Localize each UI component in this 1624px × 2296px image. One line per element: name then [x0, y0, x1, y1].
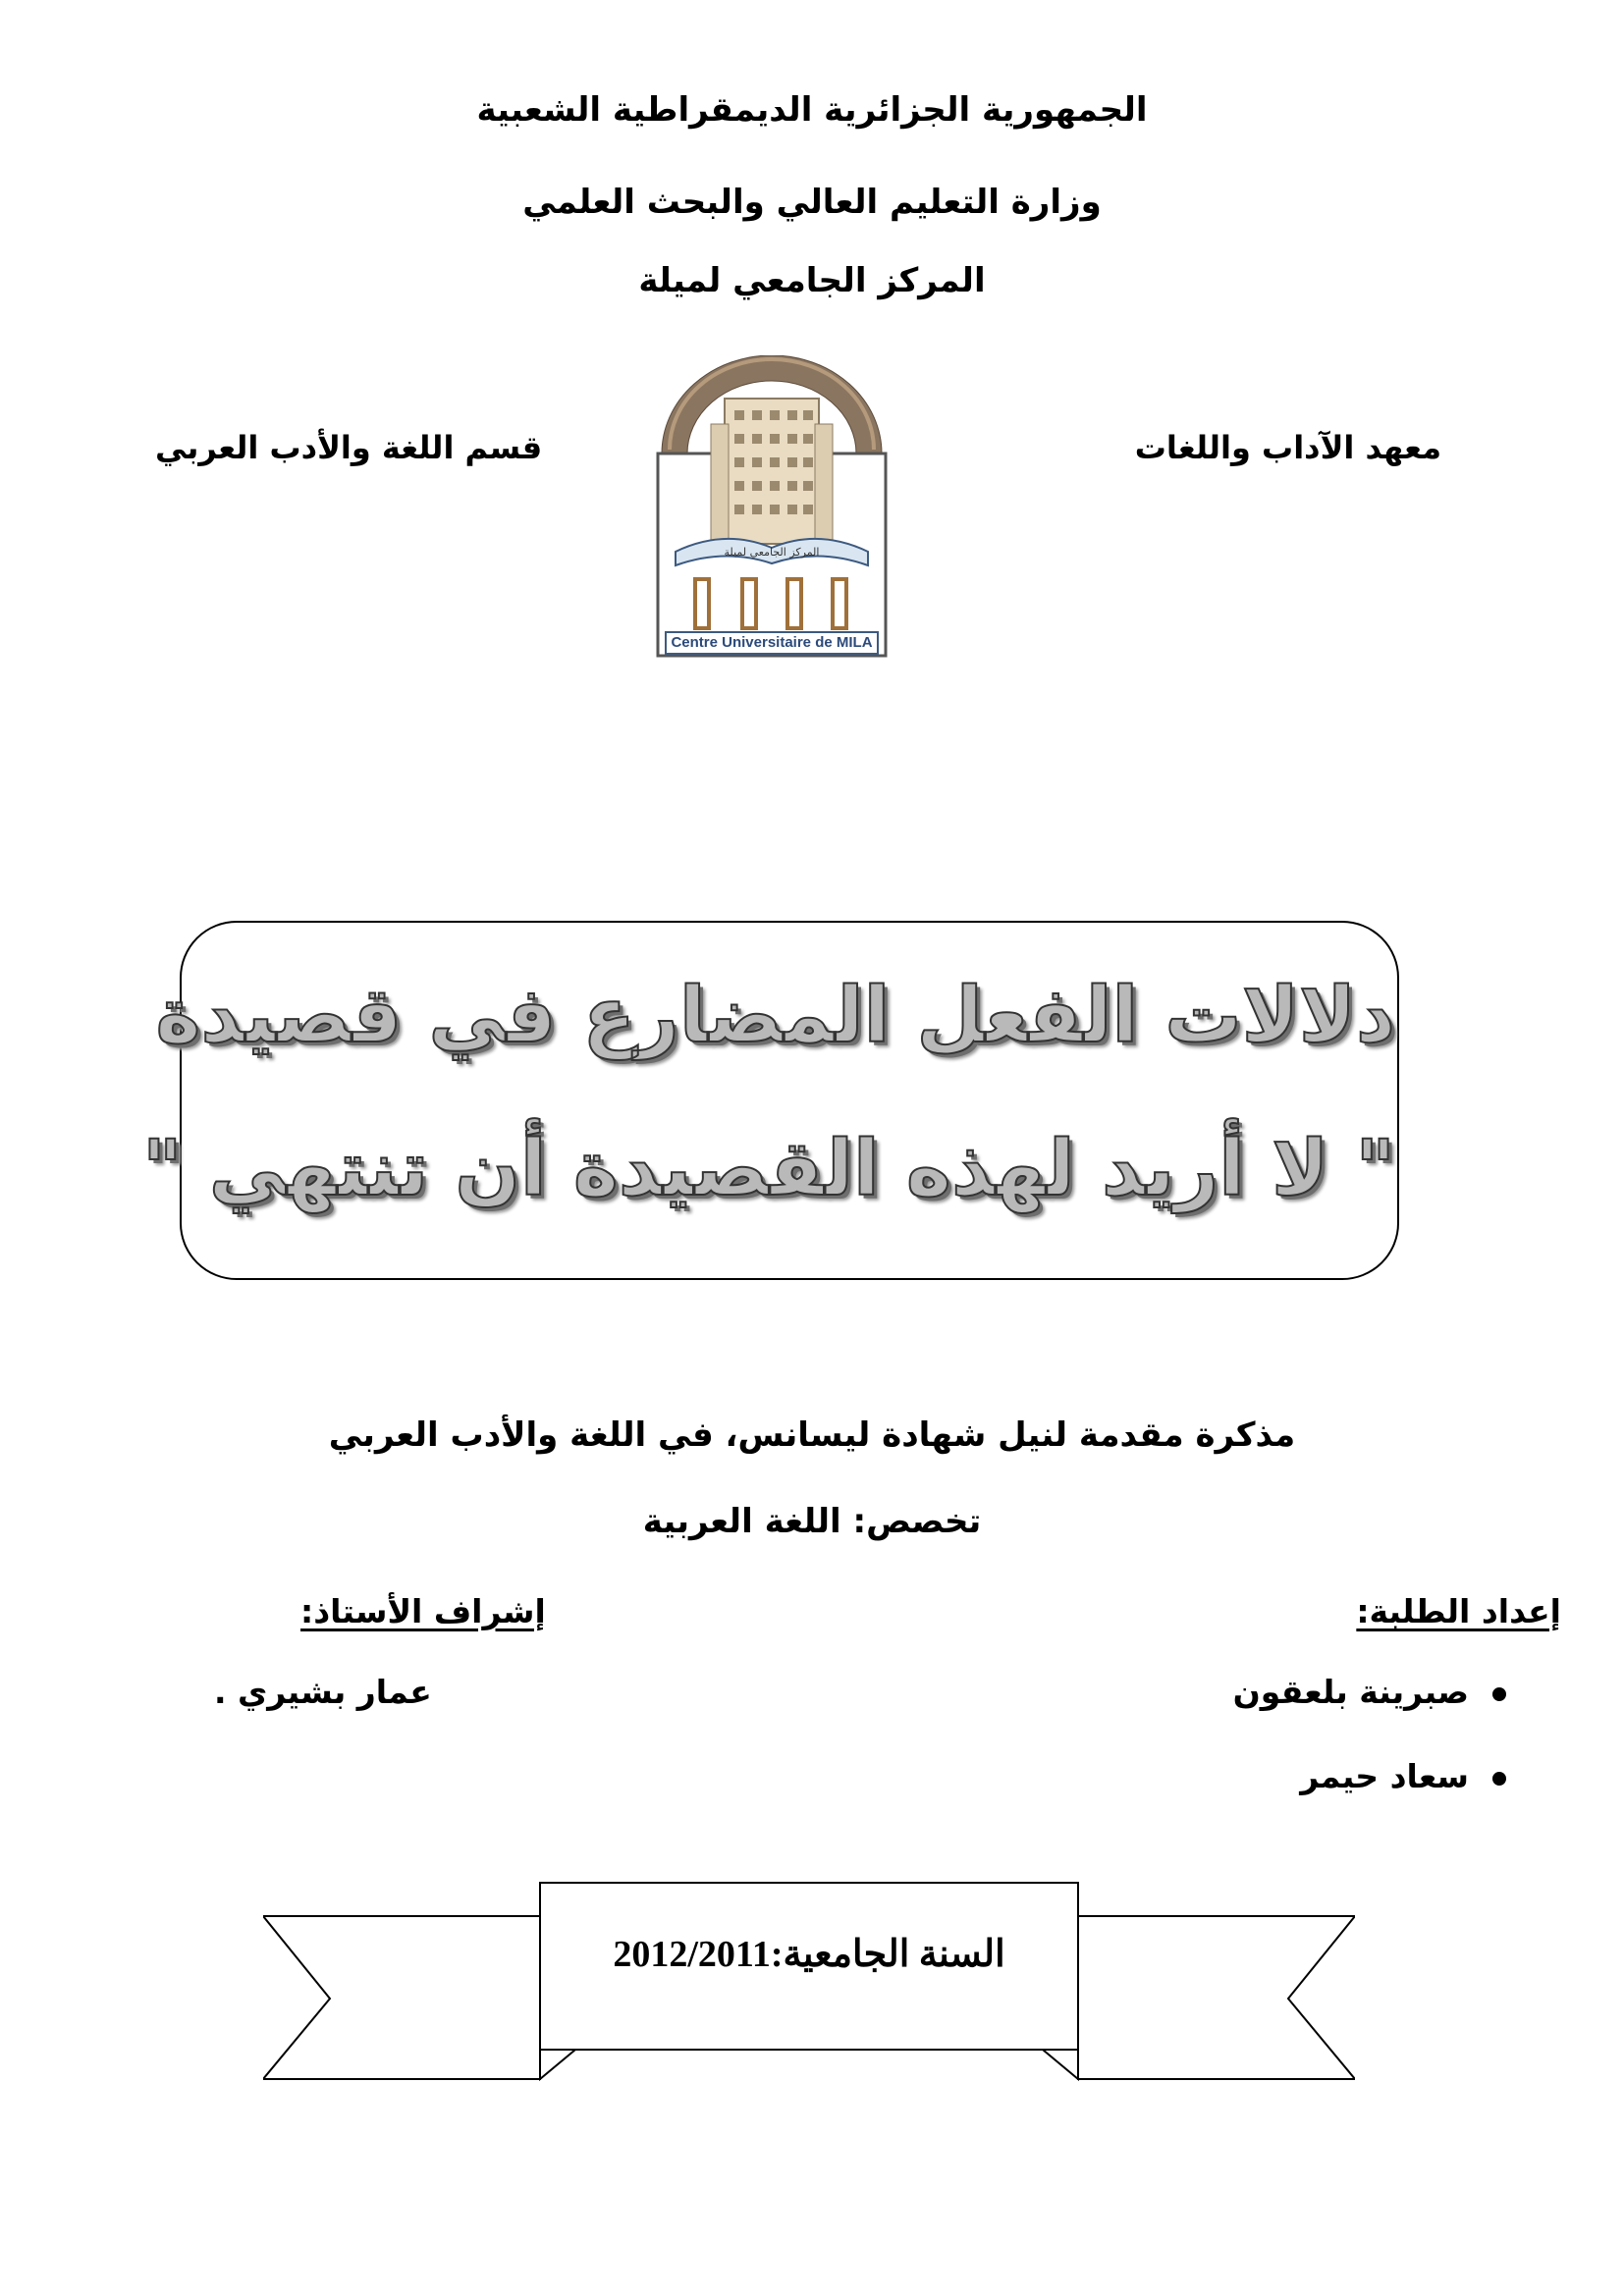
department-name: قسم اللغة والأدب العربي [155, 429, 543, 466]
bullet-icon [1492, 1772, 1506, 1786]
student-name: سعاد حيمر [1300, 1757, 1469, 1795]
student-item [1300, 1757, 1506, 1795]
supervisor-label: إشراف الأستاذ: [300, 1592, 546, 1630]
logo-caption-arabic: المركز الجامعي لميلة [724, 546, 820, 559]
bullet-icon [1492, 1687, 1506, 1701]
academic-year: السنة الجامعية:2012/2011 [613, 1934, 1005, 1975]
title-line-2: " لا أريد لهذه القصيدة أن تنتهي " [142, 1125, 1395, 1213]
student-item [1233, 1673, 1506, 1711]
logo-caption-french: Centre Universitaire de MILA [671, 634, 873, 651]
academic-year-ribbon [263, 1877, 1355, 2085]
student-name: صبرينة بلعقون [1232, 1673, 1469, 1711]
supervisor-name: عمار بشيري . [214, 1673, 432, 1711]
title-line-1: دلالات الفعل المضارع في قصيدة [155, 972, 1395, 1060]
institute-name: معهد الآداب واللغات [1134, 429, 1441, 466]
header-republic: الجمهورية الجزائرية الديمقراطية الشعبية [476, 90, 1148, 130]
thesis-specialty: تخصص: اللغة العربية [642, 1502, 982, 1541]
header-university: المركز الجامعي لميلة [638, 261, 986, 300]
university-logo [656, 355, 888, 660]
header-ministry: وزارة التعليم العالي والبحث العلمي [522, 183, 1102, 222]
thesis-description: مذكرة مقدمة لنيل شهادة ليسانس، في اللغة والأدب العربي [328, 1415, 1296, 1455]
students-label: إعداد الطلبة: [1356, 1592, 1561, 1630]
